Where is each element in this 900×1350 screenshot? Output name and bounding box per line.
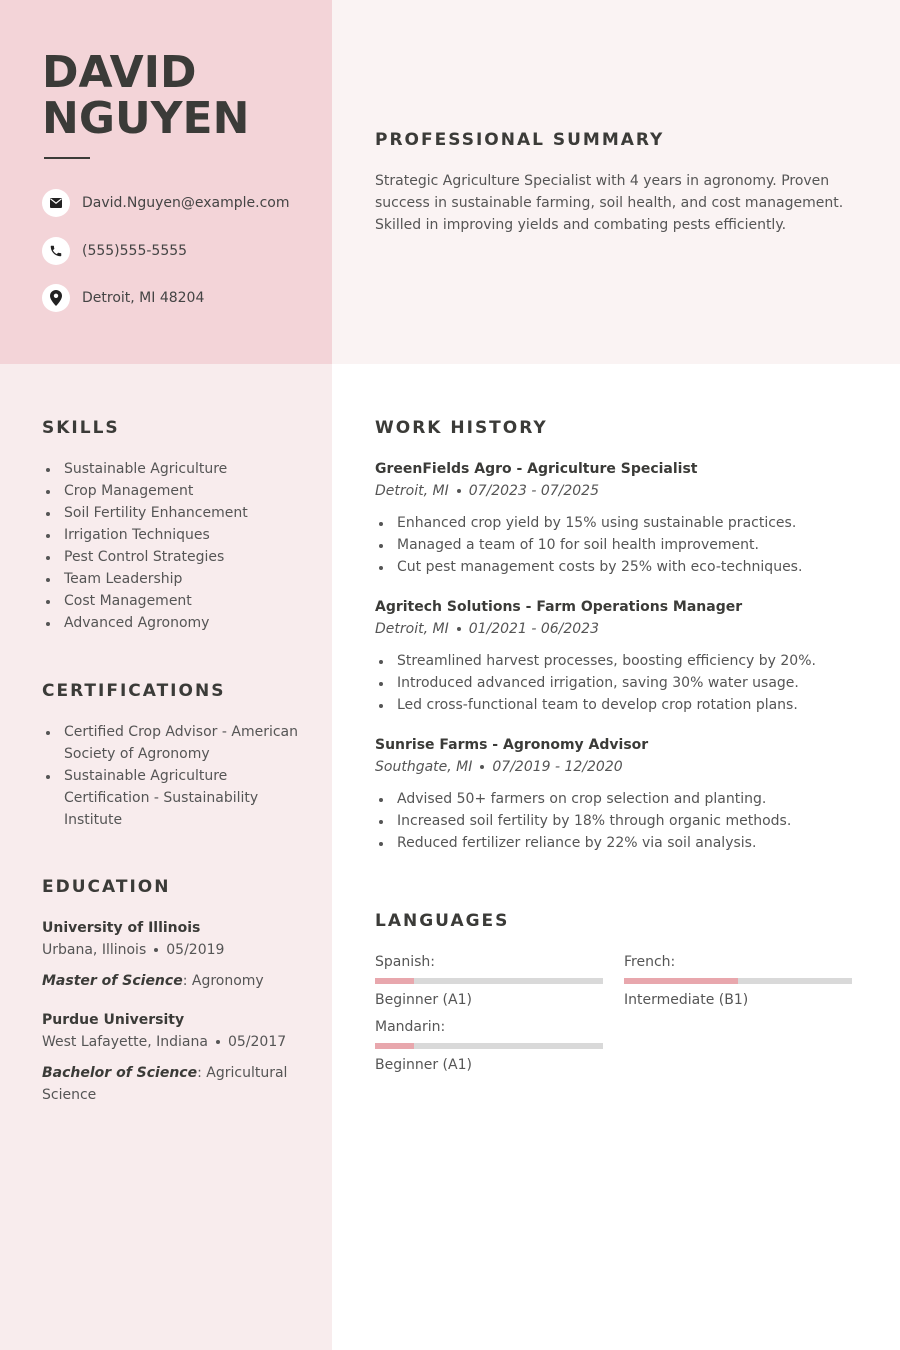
list-item: Soil Fertility Enhancement: [42, 502, 312, 524]
proficiency-bar: [375, 1043, 603, 1049]
languages-heading: LANGUAGES: [375, 911, 510, 931]
separator-dot: [154, 948, 158, 952]
graduation-date: 05/2019: [166, 942, 225, 958]
list-item: Irrigation Techniques: [42, 524, 312, 546]
location-text: Detroit, MI 48204: [82, 290, 205, 306]
degree-type: Master of Science: [42, 973, 183, 989]
email-text: David.Nguyen@example.com: [82, 195, 290, 211]
language-mandarin: [375, 1017, 603, 1075]
job-dates: 07/2023 - 07/2025: [468, 483, 599, 499]
list-item: Sustainable Agriculture: [42, 458, 312, 480]
phone-text: (555)555-5555: [82, 243, 188, 259]
job-dates: 01/2021 - 06/2023: [468, 621, 599, 637]
job-entry-1: [375, 458, 875, 578]
graduation-date: 05/2017: [227, 1034, 287, 1050]
list-item: Managed a team of 10 for soil health improvement.: [375, 534, 875, 556]
list-item: Cut pest management costs by 25% with eco-techniques.: [375, 556, 875, 578]
proficiency-bar: [375, 978, 603, 984]
degree-type: Bachelor of Science: [42, 1065, 198, 1081]
phone-icon: [42, 237, 70, 265]
list-item: Certified Crop Advisor - American Society of Agronomy: [42, 721, 304, 765]
school-city: Urbana, Illinois: [42, 942, 147, 958]
job-bullets: [375, 512, 875, 578]
separator-dot: [457, 627, 461, 631]
list-item: Introduced advanced irrigation, saving 30% water usage.: [375, 672, 875, 694]
separator-dot: [480, 765, 484, 769]
school-name: University of Illinois: [42, 920, 201, 936]
skills-list: [42, 458, 312, 634]
school-location: [42, 1031, 292, 1053]
education-heading: EDUCATION: [42, 877, 171, 897]
work-history-heading: WORK HISTORY: [375, 418, 548, 438]
job-bullets: [375, 788, 875, 854]
list-item: Team Leadership: [42, 568, 312, 590]
separator-dot: [216, 1040, 220, 1044]
language-level: Beginner (A1): [375, 1057, 472, 1073]
job-location: Southgate, MI: [375, 759, 473, 775]
education-entry-2: [42, 1009, 292, 1106]
job-meta: [375, 756, 875, 778]
skills-heading: SKILLS: [42, 418, 120, 438]
language-level: Intermediate (B1): [624, 992, 749, 1008]
school-name: Purdue University: [42, 1012, 185, 1028]
list-item: Led cross-functional team to develop crop rotation plans.: [375, 694, 875, 716]
list-item: Crop Management: [42, 480, 312, 502]
job-title: Agritech Solutions - Farm Operations Manager: [375, 599, 743, 615]
list-item: Advised 50+ farmers on crop selection and planting.: [375, 788, 875, 810]
degree: Bachelor of Science: Agricultural Science: [42, 1065, 288, 1103]
job-entry-2: [375, 596, 875, 716]
job-title: GreenFields Agro - Agriculture Specialist: [375, 461, 698, 477]
list-item: Advanced Agronomy: [42, 612, 312, 634]
certifications-list: [42, 721, 304, 831]
certifications-heading: CERTIFICATIONS: [42, 681, 226, 701]
language-spanish: [375, 952, 603, 1010]
language-french: [624, 952, 852, 1010]
list-item: Pest Control Strategies: [42, 546, 312, 568]
language-name: Spanish:: [375, 954, 435, 970]
proficiency-fill: [624, 978, 738, 984]
list-item: Cost Management: [42, 590, 312, 612]
proficiency-bar: [624, 978, 852, 984]
first-name: DAVID: [42, 47, 197, 98]
list-item: Reduced fertilizer reliance by 22% via soil analysis.: [375, 832, 875, 854]
degree-field: Agricultural Science: [42, 1065, 288, 1103]
summary-heading: PROFESSIONAL SUMMARY: [375, 130, 665, 150]
separator-dot: [457, 489, 461, 493]
job-meta: [375, 480, 875, 502]
name-divider: [44, 157, 90, 159]
contact-email[interactable]: [42, 188, 289, 218]
job-bullets: [375, 650, 875, 716]
language-name: French:: [624, 954, 676, 970]
last-name: NGUYEN: [42, 93, 250, 144]
list-item: Increased soil fertility by 18% through organic methods.: [375, 810, 875, 832]
job-dates: 07/2019 - 12/2020: [492, 759, 623, 775]
job-location: Detroit, MI: [375, 483, 449, 499]
summary-text: Strategic Agriculture Specialist with 4 years in agronomy. Proven success in sustainable farming, soil health, and cost management. Skilled in improving yields and combating pests efficiently.: [375, 173, 844, 233]
email-icon: [42, 189, 70, 217]
job-title: Sunrise Farms - Agronomy Advisor: [375, 737, 649, 753]
proficiency-fill: [375, 1043, 414, 1049]
language-level: Beginner (A1): [375, 992, 472, 1008]
contact-location: [42, 283, 204, 313]
degree-field: Agronomy: [191, 973, 264, 989]
list-item: Sustainable Agriculture Certification - Sustainability Institute: [42, 765, 304, 831]
school-location: [42, 939, 302, 961]
degree: Master of Science: Agronomy: [42, 973, 264, 989]
school-city: West Lafayette, Indiana: [42, 1034, 208, 1050]
proficiency-fill: [375, 978, 414, 984]
location-pin-icon: [42, 284, 70, 312]
language-name: Mandarin:: [375, 1019, 446, 1035]
job-location: Detroit, MI: [375, 621, 449, 637]
education-entry-1: [42, 917, 302, 992]
contact-phone[interactable]: [42, 236, 187, 266]
job-meta: [375, 618, 875, 640]
job-entry-3: [375, 734, 875, 854]
list-item: Streamlined harvest processes, boosting efficiency by 20%.: [375, 650, 875, 672]
list-item: Enhanced crop yield by 15% using sustainable practices.: [375, 512, 875, 534]
candidate-name: [42, 47, 250, 144]
